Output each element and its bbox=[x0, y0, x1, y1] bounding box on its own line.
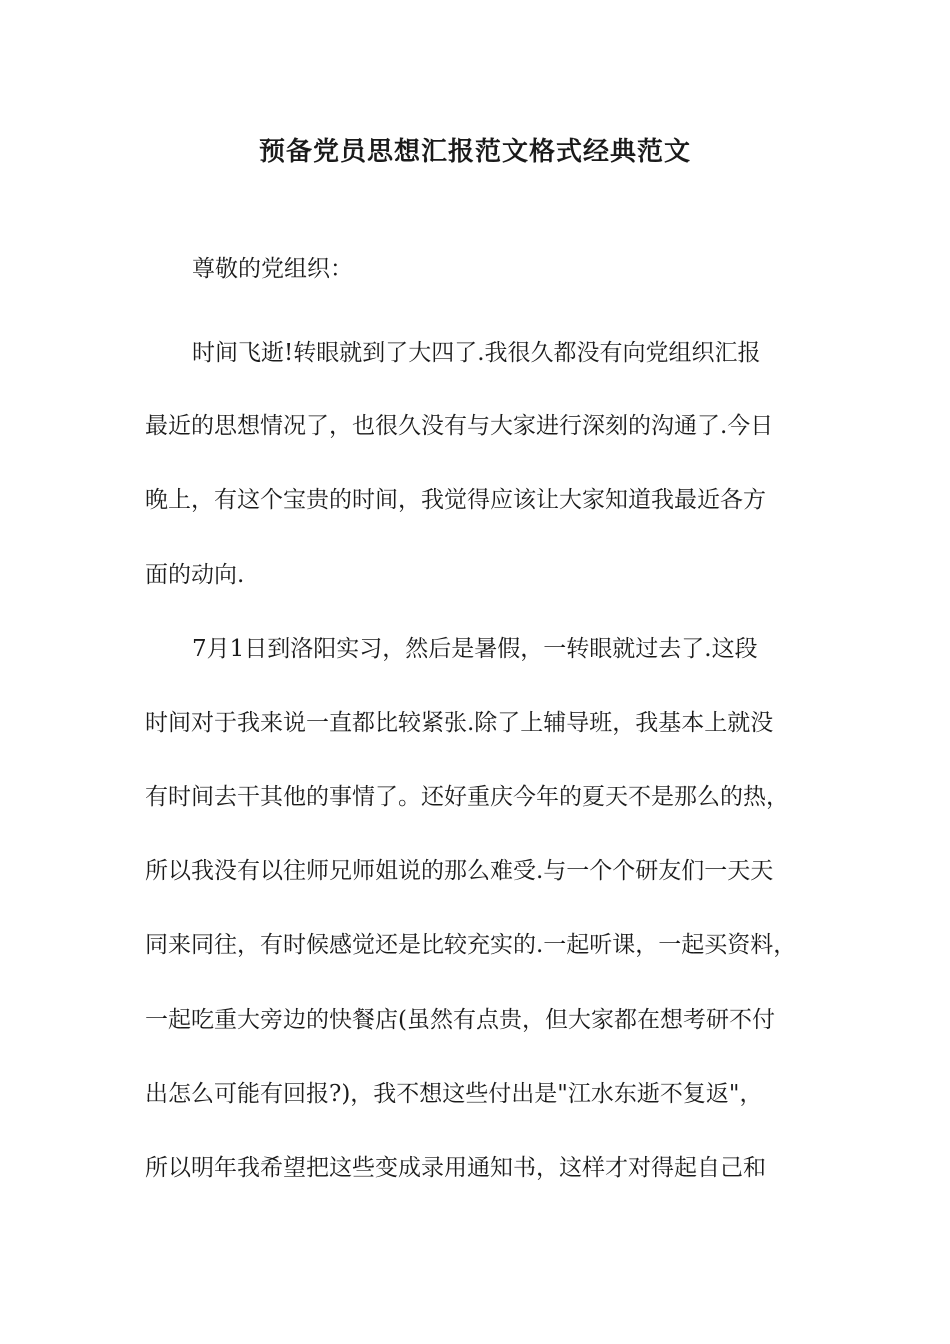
paragraph-line: 时间飞逝!转眼就到了大四了.我很久都没有向党组织汇报 bbox=[192, 340, 761, 366]
paragraph-line: 所以明年我希望把这些变成录用通知书，这样才对得起自己和 bbox=[145, 1155, 766, 1181]
paragraph-line: 面的动向. bbox=[145, 562, 245, 588]
paragraph-line: 同来同往，有时候感觉还是比较充实的.一起听课，一起买资料， bbox=[145, 932, 797, 958]
document-title: 预备党员思想汇报范文格式经典范文 bbox=[258, 137, 691, 167]
salutation: 尊敬的党组织： bbox=[192, 256, 353, 282]
paragraph-line: 有时间去干其他的事情了。还好重庆今年的夏天不是那么的热， bbox=[145, 784, 789, 810]
paragraph-line: 最近的思想情况了，也很久没有与大家进行深刻的沟通了.今日 bbox=[145, 413, 774, 439]
paragraph-line: 时间对于我来说一直都比较紧张.除了上辅导班，我基本上就没 bbox=[145, 710, 774, 736]
paragraph-line: 所以我没有以往师兄师姐说的那么难受.与一个个研友们一天天 bbox=[145, 858, 774, 884]
paragraph-line: 出怎么可能有回报?)，我不想这些付出是"江水东逝不复返"， bbox=[145, 1081, 763, 1107]
paragraph-line: 晚上，有这个宝贵的时间，我觉得应该让大家知道我最近各方 bbox=[145, 487, 766, 513]
paragraph-line: 7月1日到洛阳实习，然后是暑假，一转眼就过去了.这段 bbox=[192, 636, 758, 662]
paragraph-line: 一起吃重大旁边的快餐店(虽然有点贵，但大家都在想考研不付 bbox=[145, 1007, 775, 1033]
